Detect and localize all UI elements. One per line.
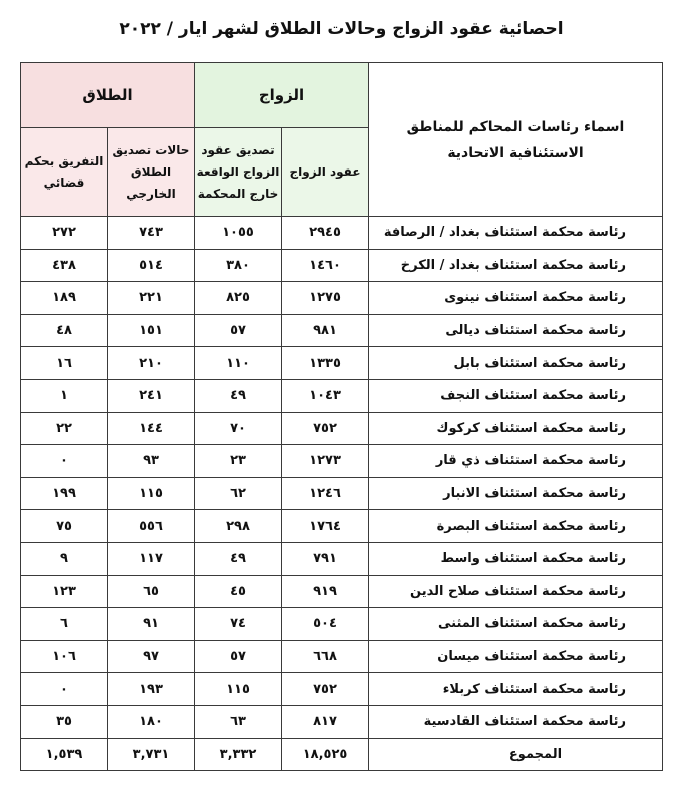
marriage-cell: ٧٥٢ xyxy=(282,673,369,706)
marriage-cell: ٩١٩ xyxy=(282,575,369,608)
outside-cell: ٧٤ xyxy=(195,608,282,641)
table-row xyxy=(21,542,663,575)
judicial-cell: ١٩٩ xyxy=(21,477,108,510)
judicial-cell: ٠ xyxy=(21,445,108,478)
marriage-group-header: الزواج xyxy=(195,63,369,128)
judicial-cell: ٩ xyxy=(21,542,108,575)
judicial-cell: ٠ xyxy=(21,673,108,706)
outside-cell: ٤٩ xyxy=(195,542,282,575)
outside-cell: ٢٩٨ xyxy=(195,510,282,543)
judicial-cell: ٢٢ xyxy=(21,412,108,445)
judicial-cell: ٤٣٨ xyxy=(21,249,108,282)
marriage-cell: ٧٩١ xyxy=(282,542,369,575)
outside-cell: ١١٠ xyxy=(195,347,282,380)
region-cell: رئاسة محكمة استئناف ديالى xyxy=(369,314,663,347)
marriage-cell: ٨١٧ xyxy=(282,705,369,738)
judicial-cell: ١٢٣ xyxy=(21,575,108,608)
external-cell: ٥١٤ xyxy=(108,249,195,282)
outside-cell: ٤٥ xyxy=(195,575,282,608)
outside-cell: ١١٥ xyxy=(195,673,282,706)
marriage-cell: ١٠٤٣ xyxy=(282,379,369,412)
marriage-outside-court-header: تصديق عقود الزواج الواقعة خارج المحكمة xyxy=(195,128,282,217)
table-row xyxy=(21,347,663,380)
external-cell: ٦٥ xyxy=(108,575,195,608)
marriage-cell: ١٢٤٦ xyxy=(282,477,369,510)
table-row xyxy=(21,673,663,706)
external-cell: ٢٤١ xyxy=(108,379,195,412)
judicial-cell: ٤٨ xyxy=(21,314,108,347)
region-cell: رئاسة محكمة استئناف صلاح الدين xyxy=(369,575,663,608)
total-outside-cell: ٣,٣٣٢ xyxy=(195,738,282,771)
judicial-cell: ٣٥ xyxy=(21,705,108,738)
total-row xyxy=(21,738,663,771)
region-cell: رئاسة محكمة استئناف واسط xyxy=(369,542,663,575)
external-cell: ١١٥ xyxy=(108,477,195,510)
marriage-cell: ٧٥٢ xyxy=(282,412,369,445)
table-row xyxy=(21,412,663,445)
region-cell: رئاسة محكمة استئناف كربلاء xyxy=(369,673,663,706)
region-cell: رئاسة محكمة استئناف كركوك xyxy=(369,412,663,445)
outside-cell: ٦٢ xyxy=(195,477,282,510)
external-cell: ١١٧ xyxy=(108,542,195,575)
outside-cell: ٧٠ xyxy=(195,412,282,445)
external-cell: ١٨٠ xyxy=(108,705,195,738)
total-external-cell: ٣,٧٣١ xyxy=(108,738,195,771)
table-row xyxy=(21,314,663,347)
outside-cell: ٦٣ xyxy=(195,705,282,738)
region-cell: رئاسة محكمة استئناف ميسان xyxy=(369,640,663,673)
marriage-cell: ٥٠٤ xyxy=(282,608,369,641)
marriage-cell: ٢٩٤٥ xyxy=(282,217,369,250)
region-column-header: اسماء رئاسات المحاكم للمناطق الاستئنافية الاتحادية xyxy=(369,63,663,217)
judicial-separation-header: التفريق بحكم قضائي xyxy=(21,128,108,217)
external-cell: ٢١٠ xyxy=(108,347,195,380)
outside-cell: ٥٧ xyxy=(195,640,282,673)
table-row xyxy=(21,608,663,641)
judicial-cell: ١٠٦ xyxy=(21,640,108,673)
judicial-cell: ١٦ xyxy=(21,347,108,380)
region-cell: رئاسة محكمة استئناف نينوى xyxy=(369,282,663,315)
region-cell: رئاسة محكمة استئناف بابل xyxy=(369,347,663,380)
table-row xyxy=(21,217,663,250)
region-cell: رئاسة محكمة استئناف ذي قار xyxy=(369,445,663,478)
external-cell: ١٩٣ xyxy=(108,673,195,706)
judicial-cell: ٧٥ xyxy=(21,510,108,543)
outside-cell: ١٠٥٥ xyxy=(195,217,282,250)
region-cell: رئاسة محكمة استئناف الانبار xyxy=(369,477,663,510)
marriage-cell: ٩٨١ xyxy=(282,314,369,347)
judicial-cell: ١٨٩ xyxy=(21,282,108,315)
region-cell: رئاسة محكمة استئناف بغداد / الرصافة xyxy=(369,217,663,250)
outside-cell: ٨٢٥ xyxy=(195,282,282,315)
outside-cell: ٤٩ xyxy=(195,379,282,412)
outside-cell: ٢٣ xyxy=(195,445,282,478)
table-row xyxy=(21,510,663,543)
table-row xyxy=(21,379,663,412)
total-marriage-cell: ١٨,٥٢٥ xyxy=(282,738,369,771)
judicial-cell: ٢٧٢ xyxy=(21,217,108,250)
external-cell: ١٤٤ xyxy=(108,412,195,445)
outside-cell: ٥٧ xyxy=(195,314,282,347)
region-cell: رئاسة محكمة استئناف بغداد / الكرخ xyxy=(369,249,663,282)
external-cell: ٢٢١ xyxy=(108,282,195,315)
table-row xyxy=(21,575,663,608)
marriage-cell: ١٢٧٥ xyxy=(282,282,369,315)
marriage-cell: ١٣٣٥ xyxy=(282,347,369,380)
region-cell: رئاسة محكمة استئناف البصرة xyxy=(369,510,663,543)
external-cell: ٩٣ xyxy=(108,445,195,478)
marriage-cell: ١٧٦٤ xyxy=(282,510,369,543)
external-cell: ٩١ xyxy=(108,608,195,641)
marriage-cell: ١٢٧٣ xyxy=(282,445,369,478)
external-cell: ١٥١ xyxy=(108,314,195,347)
table-row xyxy=(21,640,663,673)
table-row xyxy=(21,477,663,510)
table-row xyxy=(21,249,663,282)
statistics-table xyxy=(20,62,663,771)
table-row xyxy=(21,445,663,478)
region-cell: رئاسة محكمة استئناف النجف xyxy=(369,379,663,412)
table-row xyxy=(21,282,663,315)
external-cell: ٧٤٣ xyxy=(108,217,195,250)
table-row xyxy=(21,705,663,738)
region-cell: رئاسة محكمة استئناف القادسية xyxy=(369,705,663,738)
marriage-cell: ١٤٦٠ xyxy=(282,249,369,282)
marriage-contracts-header: عقود الزواج xyxy=(282,128,369,217)
judicial-cell: ١ xyxy=(21,379,108,412)
total-label: المجموع xyxy=(369,738,663,771)
total-judicial-cell: ١,٥٣٩ xyxy=(21,738,108,771)
external-cell: ٩٧ xyxy=(108,640,195,673)
divorce-group-header: الطلاق xyxy=(21,63,195,128)
marriage-cell: ٦٦٨ xyxy=(282,640,369,673)
judicial-cell: ٦ xyxy=(21,608,108,641)
outside-cell: ٣٨٠ xyxy=(195,249,282,282)
region-cell: رئاسة محكمة استئناف المثنى xyxy=(369,608,663,641)
external-cell: ٥٥٦ xyxy=(108,510,195,543)
page-title: احصائية عقود الزواج وحالات الطلاق لشهر ايار / ٢٠٢٢ xyxy=(119,19,564,39)
divorce-external-header: حالات تصديق الطلاق الخارجي xyxy=(108,128,195,217)
